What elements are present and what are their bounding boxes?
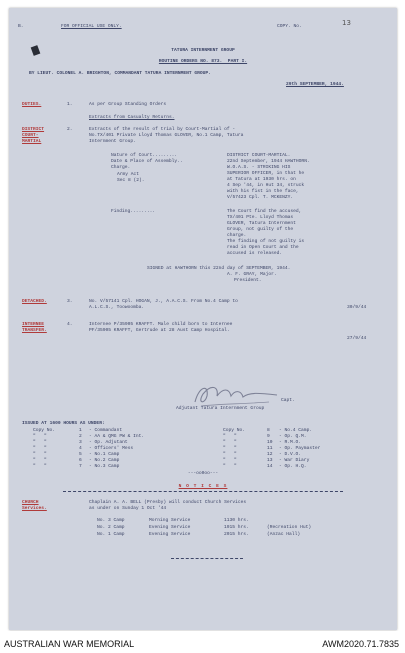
duties-number: 1.: [67, 102, 73, 107]
distribution-copy-label: " ": [223, 440, 237, 445]
duties-text: As per Group Standing Orders: [89, 102, 167, 107]
service-place: (Recreation Hut): [267, 525, 312, 530]
distribution-copy-label: Copy No.: [33, 428, 56, 433]
charge-2: SUPERIOR OFFICER, in that he: [227, 171, 305, 176]
group-title: TATURA INTERNMENT GROUP: [171, 48, 235, 53]
finding-3: GLOVER, Tatura Internment: [227, 221, 296, 226]
service-type: Morning Service: [149, 518, 191, 523]
finding-label: Finding.........: [111, 209, 156, 214]
service-time: 1130 hrs.: [224, 518, 249, 523]
distribution-copy-number: 9: [267, 434, 270, 439]
detached-label: DETACHED.: [22, 299, 47, 304]
service-type: Evening Service: [149, 525, 191, 530]
distribution-copy-number: 1: [79, 428, 82, 433]
charge-3: at Tatura at 1930 hrs. on: [227, 177, 296, 182]
distribution-copy-number: 3: [79, 440, 82, 445]
distribution-copy-number: 4: [79, 446, 82, 451]
distribution-copy-label: Copy No.: [223, 428, 246, 433]
finding-7: read in Open Court and the: [227, 245, 299, 250]
finding-1: The Court find the accused,: [227, 209, 302, 214]
charge-5: with his fist in the face,: [227, 189, 299, 194]
church-intro-1: Chaplain A. A. BELL (Presby) will conduct Church Services: [89, 500, 247, 505]
distribution-recipient: - Op. H.Q.: [279, 464, 307, 469]
distribution-recipient: - No.1 Camp: [89, 452, 120, 457]
finding-6: The finding of not guilty is: [227, 239, 305, 244]
archive-name: AUSTRALIAN WAR MEMORIAL: [4, 639, 135, 649]
distribution-copy-number: 7: [79, 464, 82, 469]
distribution-copy-label: " ": [223, 446, 237, 451]
internee-text-2: PF/35905 KRAFFT, Gertrude at 28 Aust Camp Hospital.: [89, 328, 230, 333]
internee-date: 27/9/44: [347, 336, 367, 341]
archive-footer: [0, 631, 405, 653]
doc-number: B.: [18, 24, 24, 29]
casualty-extracts: Extracts from Casualty Returns.: [89, 115, 175, 120]
distribution-copy-number: 8: [267, 428, 270, 433]
order-date: 29th SEPTEMBER, 1944.: [286, 82, 344, 87]
church-label-2: Services.: [22, 506, 47, 511]
finding-8: accused is released.: [227, 251, 283, 256]
service-type: Evening Service: [149, 532, 191, 537]
distribution-divider: ---oo0oo---: [187, 471, 219, 476]
distribution-copy-number: 11: [267, 446, 273, 451]
distribution-recipient: - War Diary: [279, 458, 310, 463]
distribution-copy-number: 2: [79, 434, 82, 439]
charge-1: W.O.A.S. - STRIKING HIS: [227, 165, 291, 170]
distribution-copy-label: " ": [33, 434, 47, 439]
document-page: [9, 8, 397, 630]
service-place: (Anzac Hall): [267, 532, 301, 537]
district-label-2: COURT-: [22, 133, 39, 138]
distribution-recipient: - D.V.O.: [279, 452, 302, 457]
army-act-2: Sec 8 (2).: [117, 178, 145, 183]
church-label-1: CHURCH: [22, 500, 39, 505]
distribution-recipient: - Op. Paymaster: [279, 446, 321, 451]
distribution-copy-number: 14: [267, 464, 273, 469]
copy-label: COPY. No.: [277, 24, 302, 29]
internee-number: 4.: [67, 322, 73, 327]
detached-text-2: A.L.C.S., Toowoomba.: [89, 305, 145, 310]
archive-reference: AWM2020.71.7835: [322, 639, 399, 649]
distribution-recipient: - Op. Q.M.: [279, 434, 307, 439]
service-time: 2015 hrs.: [224, 532, 249, 537]
distribution-copy-label: " ": [223, 452, 237, 457]
distribution-recipient: - No.4 Camp.: [279, 428, 313, 433]
distribution-copy-label: " ": [33, 440, 47, 445]
nature-value: DISTRICT COURT-MARTIAL.: [227, 153, 291, 158]
distribution-copy-number: 5: [79, 452, 82, 457]
duties-label: DUTIES.: [22, 102, 42, 107]
internee-label-1: INTERNEE: [22, 322, 45, 327]
distribution-copy-number: 10: [267, 440, 273, 445]
internee-text-1: Internee P/35905 KRAFFT. Male child born to Internee: [89, 322, 233, 327]
charge-6: V/57423 Cpl. T. MCKENZY.: [227, 195, 294, 200]
distribution-recipient: - Op. Adjutant: [89, 440, 128, 445]
distribution-recipient: - Officers' Mess: [89, 446, 134, 451]
district-number: 2.: [67, 127, 73, 132]
distribution-copy-label: " ": [33, 464, 47, 469]
distribution-copy-number: 13: [267, 458, 273, 463]
distribution-recipient: - No.2 Camp: [89, 458, 120, 463]
issued-by: BY LIEUT. COLONEL A. BRIGHTON, COMMANDANT TATURA INTERNMENT GROUP.: [29, 71, 211, 76]
finding-2: TX/401 Pte. Lloyd Thomas: [227, 215, 294, 220]
distribution-copy-label: " ": [223, 434, 237, 439]
classification: FOR OFFICIAL USE ONLY.: [61, 24, 122, 29]
detached-text-1: No. V/57141 Cpl. HOGAN, J., A.A.C.S. From No.4 Camp to: [89, 299, 238, 304]
handwritten-signature: [189, 382, 284, 408]
distribution-copy-label: " ": [223, 464, 237, 469]
distribution-copy-number: 6: [79, 458, 82, 463]
district-intro-2: No.TX/401 Private Lloyd Thomas GLOVER, No.1 Camp, Tatura: [89, 133, 244, 138]
finding-4: Group, not guilty of the: [227, 227, 294, 232]
nature-label: Nature of Court.........: [111, 153, 178, 158]
distribution-recipient: - AA & QMG PW & Int.: [89, 434, 145, 439]
service-camp: No. 1 Camp: [97, 532, 125, 537]
distribution-copy-number: 12: [267, 452, 273, 457]
finding-5: charge.: [227, 233, 247, 238]
service-camp: No. 3 Camp: [97, 518, 125, 523]
service-time: 1915 hrs.: [224, 525, 249, 530]
end-rule: [171, 558, 243, 559]
notices-heading: N O T I C E S: [178, 484, 228, 489]
distribution-copy-label: " ": [33, 452, 47, 457]
army-act-1: Army Act: [117, 172, 140, 177]
distribution-recipient: - No.3 Camp: [89, 464, 120, 469]
date-place-value: 22nd September, 1944 HAWTHORN.: [227, 159, 310, 164]
date-place-label: Date & Place of Assembly..: [111, 159, 183, 164]
district-intro-3: Internment Group.: [89, 139, 136, 144]
signature-title: Adjutant Tatura Internment Group: [176, 406, 265, 411]
charge-label: Charge.: [111, 165, 131, 170]
charge-4: 4 Sep '44, in Hut 34, struck: [227, 183, 305, 188]
orders-title: ROUTINE ORDERS NO. 873. PART I.: [158, 59, 248, 64]
signed-line: SIGNED at HAWTHORN this 22nd day of SEPTEMBER, 1944.: [147, 266, 291, 271]
internee-label-2: TRANSFER.: [22, 328, 47, 333]
district-label-3: MARTIAL: [22, 139, 42, 144]
district-intro-1: Extracts of the result of trial by Court-Martial of -: [89, 127, 236, 132]
detached-date: 30/9/44: [347, 305, 367, 310]
distribution-recipient: - Commandant: [89, 428, 123, 433]
president-title: President.: [234, 278, 262, 283]
president-name: A. F. GRAY, Major.: [227, 272, 277, 277]
notices-rule: [63, 491, 343, 492]
detached-number: 3.: [67, 299, 73, 304]
service-camp: No. 2 Camp: [97, 525, 125, 530]
church-intro-2: as under on Sunday 1 Oct '44: [89, 506, 167, 511]
distribution-copy-label: " ": [33, 446, 47, 451]
distribution-recipient: - R.M.O.: [279, 440, 302, 445]
distribution-heading: ISSUED AT 1600 HOURS AS UNDER:: [22, 421, 105, 426]
district-label-1: DISTRICT: [22, 127, 45, 132]
copy-number: 13: [342, 19, 351, 27]
distribution-copy-label: " ": [223, 458, 237, 463]
signature-rank: Capt.: [281, 398, 295, 403]
distribution-copy-label: " ": [33, 458, 47, 463]
